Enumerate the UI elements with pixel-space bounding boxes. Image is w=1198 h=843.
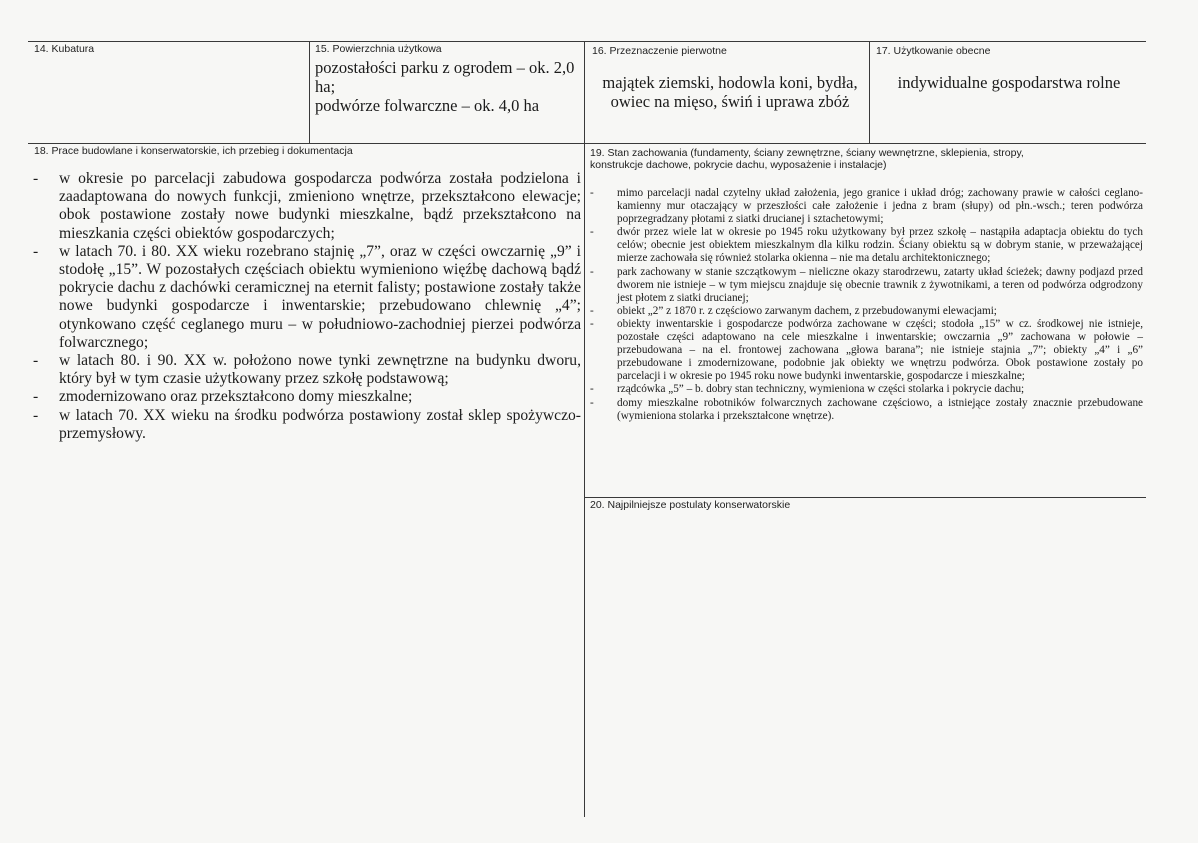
field-18-list — [33, 170, 581, 443]
list-item: - domy mieszkalne robotników folwarcznych zachowane częściowo, a istniejące zostały znacznie przebudowane (wymieniona stolarka i przekształcone wnętrze). — [590, 396, 1143, 422]
list-bullet: - — [33, 352, 39, 370]
list-item: - obiekt „2” z 1870 r. z częściowo zarwanym dachem, z przebudowanymi elewacjami; — [590, 304, 997, 317]
list-bullet: - — [33, 406, 39, 424]
list-item: - w latach 70. XX wieku na środku podwórza postawiony został sklep spożywczo-przemysłowy. — [33, 406, 581, 442]
field-15-value-park: pozostałości parku z ogrodem – ok. 2,0 ha; — [315, 58, 575, 96]
list-bullet: - — [590, 187, 594, 199]
list-bullet: - — [590, 317, 594, 330]
field-14-label: 14. Kubatura — [34, 43, 95, 55]
list-item: - dwór przez wiele lat w okresie po 1945 roku użytkowany był przez szkołę – nastąpiła adaptacja obiektu do tych celów; obecnie jest obiektem mieszkalnym dla kilku rodzin. Ściany obiektu są w dobrym stanie, w przeważającej mierze zachowała się również stolarka okienna – nie ma detalu architektonicznego; — [590, 226, 1143, 265]
list-bullet: - — [590, 226, 594, 239]
list-item: - w okresie po parcelacji zabudowa gospodarcza podwórza została podzielona i zaadaptowana do nowych funkcji, zmieniono wnętrze, przekształcono elewacje; obok postawione zostały nowe budynki mieszkalne, bądź przekształcono na mieszkania części obiektów gospodarczych; — [33, 170, 581, 242]
field-16-label: 16. Przeznaczenie pierwotne — [592, 45, 727, 57]
list-item: - park zachowany w stanie szczątkowym – nieliczne okazy starodrzewu, zatarty układ ścieżek; dawny podjazd przed dworem nie istnieje – w tym miejscu znajduje się obecnie trawnik z żywotnikami, a teren od podwórza odgrodzony jest płotem z siatki drucianej; — [590, 265, 1143, 304]
field-15-value — [315, 58, 577, 115]
list-bullet: - — [590, 396, 594, 409]
list-item: - mimo parcelacji nadal czytelny układ założenia, jego granice i układ dróg; zachowany prawie w całości ceglano-kamienny mur otaczający w przeszłości całe założenie i jedna z bram (słupy) od płn.-wsch.; teren podwórza poprzegradzany płotami z siatki drucianej i sztachetowymi; — [590, 187, 1143, 226]
list-bullet: - — [33, 388, 39, 406]
list-item: - rządcówka „5” – b. dobry stan techniczny, wymieniona w części stolarka i pokrycie dachu; — [590, 383, 1025, 396]
row-divider-2 — [584, 497, 1146, 498]
field-16-value: majątek ziemski, hodowla koni, bydła, owiec na mięso, świń i uprawa zbóż — [602, 73, 858, 111]
list-bullet: - — [590, 383, 594, 396]
field-18-label: 18. Prace budowlane i konserwatorskie, ich przebieg i dokumentacja — [34, 145, 353, 157]
list-bullet: - — [590, 265, 594, 278]
field-20-label: 20. Najpilniejsze postulaty konserwatorskie — [590, 499, 791, 511]
top-rule — [28, 41, 1146, 42]
list-item: - w latach 80. i 90. XX w. położono nowe tynki zewnętrzne na budynku dworu, który był w tym czasie użytkowany przez szkołę podstawową; — [33, 352, 581, 388]
field-15-value-yard: podwórze folwarczne – ok. 4,0 ha — [315, 96, 540, 115]
list-bullet: - — [33, 242, 39, 260]
col-divider-a — [309, 41, 310, 143]
field-17-label: 17. Użytkowanie obecne — [876, 45, 991, 57]
col-divider-main — [584, 41, 585, 817]
list-item: - w latach 70. i 80. XX wieku rozebrano stajnię „7”, oraz w części owczarnię „9” i stodołę „15”. W pozostałych częściach obiektu wymieniono więźbę dachową bądź pokrycie dachu z dachówki ceramicznej na eternit falisty; postawione zostały także nowe budynki gospodarcze i inwentarskie; przebudowano chlewnię „4”; otynkowano część ceglanego muru – w południowo-zachodniej pierzei podwórza folwarcznego; — [33, 242, 581, 351]
field-19-list — [590, 187, 1143, 423]
list-item: - obiekty inwentarskie i gospodarcze podwórza zachowane w części; stodoła „15” w cz. środkowej nie istnieje, pozostałe części adaptowano na cele mieszkalne i inwentarskie; owczarnia „9” zachowana w połowie – przebudowana – na el. frontowej zachowana „głowa barana”; nie istnieje stajnia „7”; obiekty „4” i „6” przebudowane i zmodernizowane, podobnie jak obiekty we wnętrzu podwórza. Obok postawione zostały po parcelacji i w okresie po 1945 roku nowe budynki inwentarskie, gospodarcze i mieszkalne; — [590, 317, 1143, 383]
list-bullet: - — [33, 170, 39, 187]
field-15-label: 15. Powierzchnia użytkowa — [315, 43, 442, 55]
col-divider-c — [869, 41, 870, 143]
list-item: - zmodernizowano oraz przekształcono domy mieszkalne; — [33, 388, 413, 406]
field-19-label: 19. Stan zachowania (fundamenty, ściany zewnętrzne, ściany wewnętrzne, sklepienia, stropy, konstrukcje dachowe, pokrycie dachu, wyposażenie i instalacje) — [590, 147, 1024, 171]
row-divider-1 — [28, 143, 1146, 144]
list-bullet: - — [590, 304, 594, 317]
field-17-value: indywidualne gospodarstwa rolne — [897, 73, 1121, 92]
